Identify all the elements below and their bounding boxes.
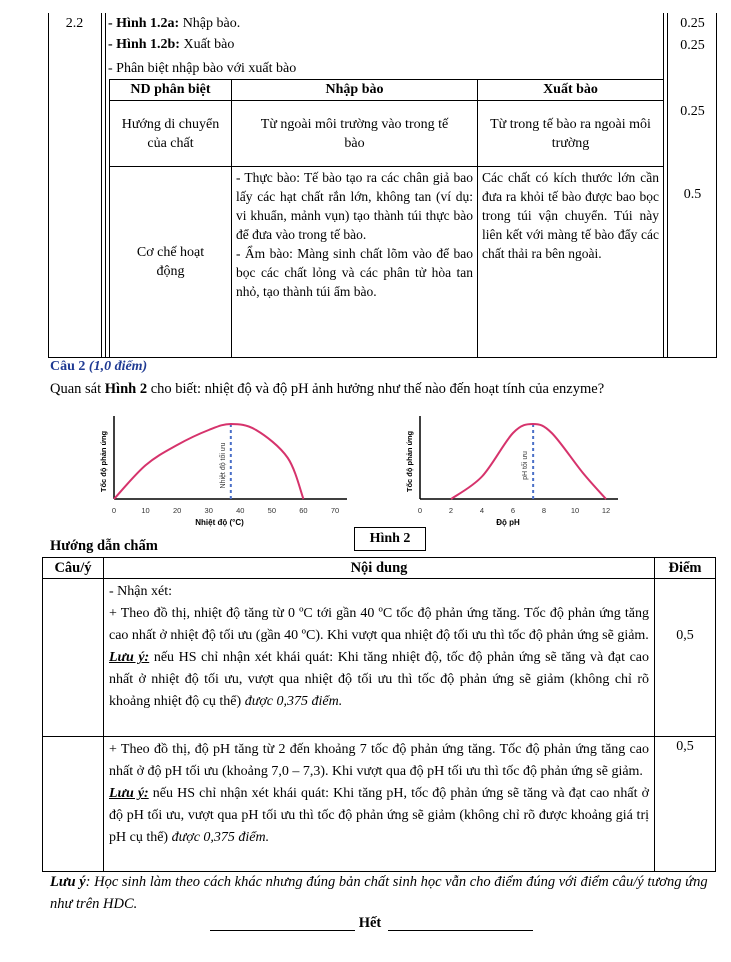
row1-content: - Nhận xét: + Theo đồ thị, nhiệt độ tăng từ 0 ºC tới gần 40 ºC tốc độ phản ứng tăng. Tốc độ phản ứng tăng cao nhất ở nhiệt độ tối ưu (gần 40 ºC). Khi vượt qua nhiệt độ tối ưu thì tốc độ phản ứng sẽ giảm. Lưu ý: nếu HS chỉ nhận xét khái quát: Khi tăng nhiệt độ, tốc độ phản ứng sẽ tăng và đạt cao nhất ở nhiệt độ tối ưu, vượt qua nhiệt độ tối ưu thì tốc độ phản ứng sẽ giảm (không chỉ rõ khoảng nhiệt độ cụ thể) được 0,375 điểm. <box>104 579 655 737</box>
row-co-che-nhap: - Thực bào: Tế bào tạo ra các chân giả bao lấy các hạt chất rắn lớn, không tan (ví dụ: vi khuẩn, mảnh vụn) tạo thành túi thực bào để đưa vào trong tế bào. - Ẩm bào: Màng sinh chất lõm vào để bao bọc các chất lỏng và các phân tử hòa tan nhỏ, tạo thành túi ẩm bào. <box>232 167 478 358</box>
question-title: Câu 2 (1,0 điểm) <box>50 359 148 374</box>
x-tick-label: 70 <box>330 506 340 515</box>
header-xuat-bao: Xuất bào <box>478 80 664 101</box>
x-axis-label: Độ pH <box>496 518 520 527</box>
figure-1-2a-line: - Hình 1.2a: Nhập bào. <box>108 16 241 31</box>
x-tick-label: 0 <box>111 506 117 515</box>
x-axis-label: Nhiệt độ (°C) <box>195 518 244 527</box>
x-tick-label: 40 <box>236 506 245 515</box>
x-tick-label: 60 <box>299 506 308 515</box>
x-tick-label: 4 <box>479 506 485 515</box>
x-tick-label: 50 <box>267 506 277 515</box>
x-tick-label: 0 <box>417 506 423 515</box>
score-2: 0.25 <box>680 38 705 53</box>
score-3: 0.25 <box>680 104 705 119</box>
row-co-che-xuat: Các chất có kích thước lớn cần đưa ra khỏi tế bào được bao bọc trong túi vận chuyển. Túi này liên kết với màng tế bào đẩy các chất thải ra bên ngoài. <box>478 167 664 358</box>
row-huong-xuat: Từ trong tế bào ra ngoài môi trường <box>478 101 664 167</box>
header-cau-y: Câu/ý <box>43 558 104 579</box>
score-1: 0.25 <box>680 16 705 31</box>
figure-caption: Hình 2 <box>354 527 426 551</box>
row-huong-label: Hướng di chuyển của chất <box>110 101 232 167</box>
top-answer-table <box>48 13 717 358</box>
series-line <box>114 424 303 499</box>
row1-score: 0,5 <box>655 579 716 737</box>
footer-note: Lưu ý: Học sinh làm theo cách khác nhưng đúng bản chất sinh học vẫn cho điểm đúng với điểm câu/ý tương ứng như trên HDC. <box>50 874 708 912</box>
header-noi-dung: Nội dung <box>104 558 655 579</box>
question-index: 2.2 <box>65 16 84 31</box>
score-4: 0.5 <box>683 187 702 202</box>
y-axis-label: Tốc độ phản ứng <box>99 430 108 493</box>
header-nd-phan-biet: ND phân biệt <box>110 80 232 101</box>
x-tick-label: 20 <box>172 506 182 515</box>
x-tick-label: 6 <box>510 506 516 515</box>
row2-score: 0,5 <box>655 737 716 872</box>
row2-content: + Theo đồ thị, độ pH tăng từ 2 đến khoảng 7 tốc độ phản ứng tăng. Tốc độ phản ứng tăng cao nhất ở độ pH tối ưu (khoảng 7,0 – 7,3). Khi vượt qua độ pH tối ưu thì tốc độ phản ứng sẽ giảm. Lưu ý: nếu HS chỉ nhận xét khái quát: Khi tăng pH, tốc độ phản ứng sẽ tăng và đạt cao nhất ở độ pH tối ưu, vượt qua pH tối ưu thì tốc độ phản ứng sẽ giảm (không chỉ rõ được khoảng giá trị pH cụ thể) được 0,375 điểm. <box>104 737 655 872</box>
x-tick-label: 30 <box>204 506 213 515</box>
end-marker: Hết <box>210 915 530 935</box>
comparison-table <box>109 79 664 358</box>
x-tick-label: 2 <box>448 506 454 515</box>
ph-enzyme-chart <box>398 412 628 530</box>
row2-index <box>43 737 104 872</box>
x-tick-label: 10 <box>570 506 580 515</box>
header-nhap-bao: Nhập bào <box>232 80 478 101</box>
x-tick-label: 8 <box>541 506 547 515</box>
optimum-label: pH tối ưu <box>522 451 530 480</box>
temperature-enzyme-chart <box>92 412 347 530</box>
x-tick-label: 12 <box>601 506 611 515</box>
distinguish-line: - Phân biệt nhập bào với xuất bào <box>108 61 297 76</box>
y-axis-label: Tốc độ phản ứng <box>405 430 414 493</box>
row-huong-nhap: Từ ngoài môi trường vào trong tế bào <box>232 101 478 167</box>
guide-title: Hướng dẫn chấm <box>50 538 158 554</box>
row1-index <box>43 579 104 737</box>
row-co-che-label: Cơ chế hoạt động <box>110 167 232 358</box>
question-prompt: Quan sát Hình 2 cho biết: nhiệt độ và độ pH ảnh hưởng như thế nào đến hoạt tính của enzyme? <box>50 381 605 397</box>
figure-1-2b-line: - Hình 1.2b: Xuất bào <box>108 37 235 52</box>
header-diem: Điểm <box>655 558 716 579</box>
optimum-label: Nhiệt độ tối ưu <box>219 442 227 489</box>
answer-table <box>42 557 716 872</box>
x-tick-label: 10 <box>141 506 150 515</box>
